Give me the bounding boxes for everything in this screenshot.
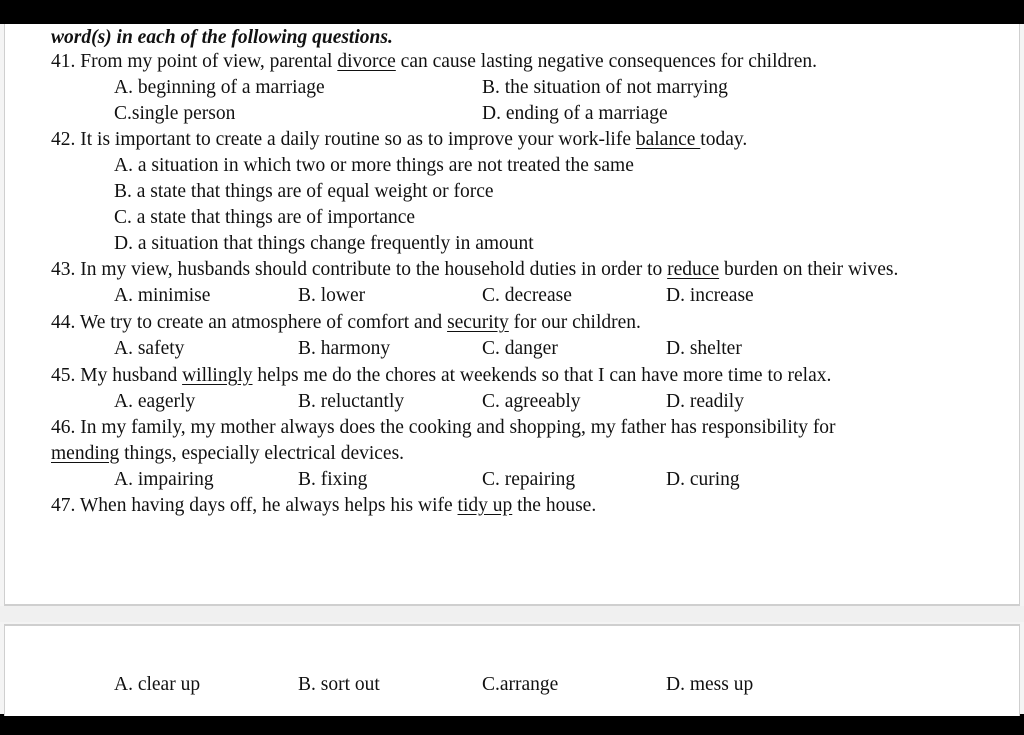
option-b: B. the situation of not marrying <box>482 77 728 98</box>
question-number: 42. <box>51 129 76 150</box>
page-2-sheet <box>4 624 1020 716</box>
option-b: B. fixing <box>298 469 368 490</box>
option-a: A. beginning of a marriage <box>114 77 325 98</box>
question-number: 44. <box>51 312 76 333</box>
option-c: C.single person <box>114 103 236 124</box>
question-text: things, especially electrical devices. <box>119 443 405 464</box>
option-c: C.arrange <box>482 674 559 695</box>
underlined-word: willingly <box>182 365 253 386</box>
question-text: When having days off, he always helps his wife <box>79 495 458 516</box>
option-d: D. shelter <box>666 338 742 359</box>
question-44 <box>51 311 641 335</box>
question-46-continued <box>51 442 404 466</box>
question-number: 45. <box>51 365 76 386</box>
question-text: My husband <box>80 365 183 386</box>
question-number: 41. <box>51 51 76 72</box>
option-c: C. danger <box>482 338 558 359</box>
underlined-word: divorce <box>337 51 396 72</box>
option-a: A. eagerly <box>114 391 196 412</box>
option-b: B. lower <box>298 285 366 306</box>
question-43 <box>51 258 898 282</box>
underlined-word: mending <box>51 443 120 464</box>
question-text: can cause lasting negative consequences for children. <box>395 51 818 72</box>
option-b: B. sort out <box>298 674 380 695</box>
question-text: From my point of view, parental <box>80 51 338 72</box>
underlined-word: tidy up <box>457 495 513 516</box>
question-text: It is important to create a daily routine so as to improve your work-life <box>80 129 636 150</box>
question-41 <box>51 50 817 74</box>
question-text: In my view, husbands should contribute to the household duties in order to <box>80 259 668 280</box>
underlined-word: balance <box>635 129 701 150</box>
option-d: D. a situation that things change frequently in amount <box>114 233 534 254</box>
option-c: C. repairing <box>482 469 576 490</box>
option-d: D. increase <box>666 285 754 306</box>
page-1-sheet <box>4 24 1020 606</box>
option-b: B. a state that things are of equal weight or force <box>114 181 494 202</box>
underlined-word: security <box>447 312 509 333</box>
question-text: burden on their wives. <box>719 259 899 280</box>
option-a: A. safety <box>114 338 185 359</box>
option-d: D. curing <box>666 469 740 490</box>
question-number: 47. <box>51 495 76 516</box>
question-number: 46. <box>51 417 76 438</box>
option-d: D. readily <box>666 391 744 412</box>
underlined-word: reduce <box>667 259 720 280</box>
option-d: D. ending of a marriage <box>482 103 668 124</box>
question-45 <box>51 364 831 388</box>
option-c: C. agreeably <box>482 391 581 412</box>
option-c: C. a state that things are of importance <box>114 207 416 228</box>
question-42 <box>51 128 747 152</box>
option-a: A. minimise <box>114 285 211 306</box>
question-number: 43. <box>51 259 76 280</box>
option-b: B. reluctantly <box>298 391 405 412</box>
question-text: We try to create an atmosphere of comfort and <box>79 312 448 333</box>
question-text: the house. <box>512 495 597 516</box>
option-a: A. a situation in which two or more things are not treated the same <box>114 155 634 176</box>
option-d: D. mess up <box>666 674 754 695</box>
instruction-heading: word(s) in each of the following questions. <box>51 27 393 48</box>
option-a: A. impairing <box>114 469 214 490</box>
page-1 <box>0 24 1024 606</box>
page-separator <box>0 606 1024 622</box>
page-2 <box>0 622 1024 714</box>
question-47 <box>51 494 596 518</box>
question-text: In my family, my mother always does the cooking and shopping, my father has responsibility for <box>80 417 836 438</box>
question-46 <box>51 416 836 440</box>
option-a: A. clear up <box>114 674 201 695</box>
question-text: for our children. <box>508 312 641 333</box>
question-text: helps me do the chores at weekends so that I can have more time to relax. <box>252 365 832 386</box>
option-c: C. decrease <box>482 285 572 306</box>
option-b: B. harmony <box>298 338 391 359</box>
question-text: today. <box>700 129 748 150</box>
